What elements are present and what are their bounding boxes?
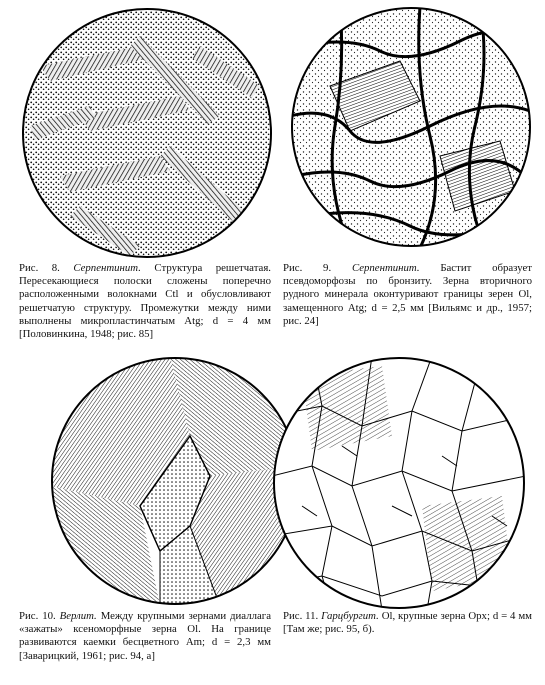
figure-9-micrograph — [290, 6, 532, 248]
figure-8-text: Структура решетчатая. Пересекающиеся полоски сложены поперечно расположенными волокнами Ctl и обусловливают решетчатую структуру. Промежутки между ними выполнены микропластинчатым Atg; d = 4 мм [Половинкина, 1948; рис. 85] — [19, 262, 271, 341]
figure-9-text: Бастит образует псевдоморфозы по бронзиту. Зерна вторичного рудного минерала оконтуривают границы зерен Ol, замещенного Atg; d = 2,5 мм [Вильямс и др., 1957; рис. 24] — [283, 262, 532, 327]
figure-10-label: Рис. 10. — [19, 610, 56, 622]
figure-8-caption — [19, 262, 271, 341]
figure-10-caption — [19, 610, 271, 663]
figure-9-label: Рис. 9. — [283, 262, 332, 274]
figure-9-rock: Серпентинит. — [351, 262, 420, 274]
figure-10-rock: Верлит. — [59, 610, 97, 622]
figure-10-micrograph — [50, 356, 300, 606]
figure-8-label: Рис. 8. — [19, 262, 60, 274]
figure-8-rock: Серпентинит. — [73, 262, 141, 274]
figure-11-caption — [283, 610, 532, 636]
figure-11-micrograph — [272, 356, 526, 610]
figure-11-label: Рис. 11. — [283, 610, 319, 622]
figure-9-caption — [283, 262, 532, 328]
figure-11-text: Ol, крупные зерна Opx; d = 4 мм [Там же; рис. 95, б). — [283, 610, 532, 636]
figure-11-rock: Гарцбургит. — [321, 610, 379, 622]
figure-8-micrograph — [20, 6, 274, 260]
figure-10-text: Между крупными зернами диаллага «зажаты» ксеноморфные зерна Ol. На границе развиваются каемки бесцветного Am; d = 2,3 мм [Заварицкий, 1961; рис. 94, а] — [19, 610, 271, 662]
